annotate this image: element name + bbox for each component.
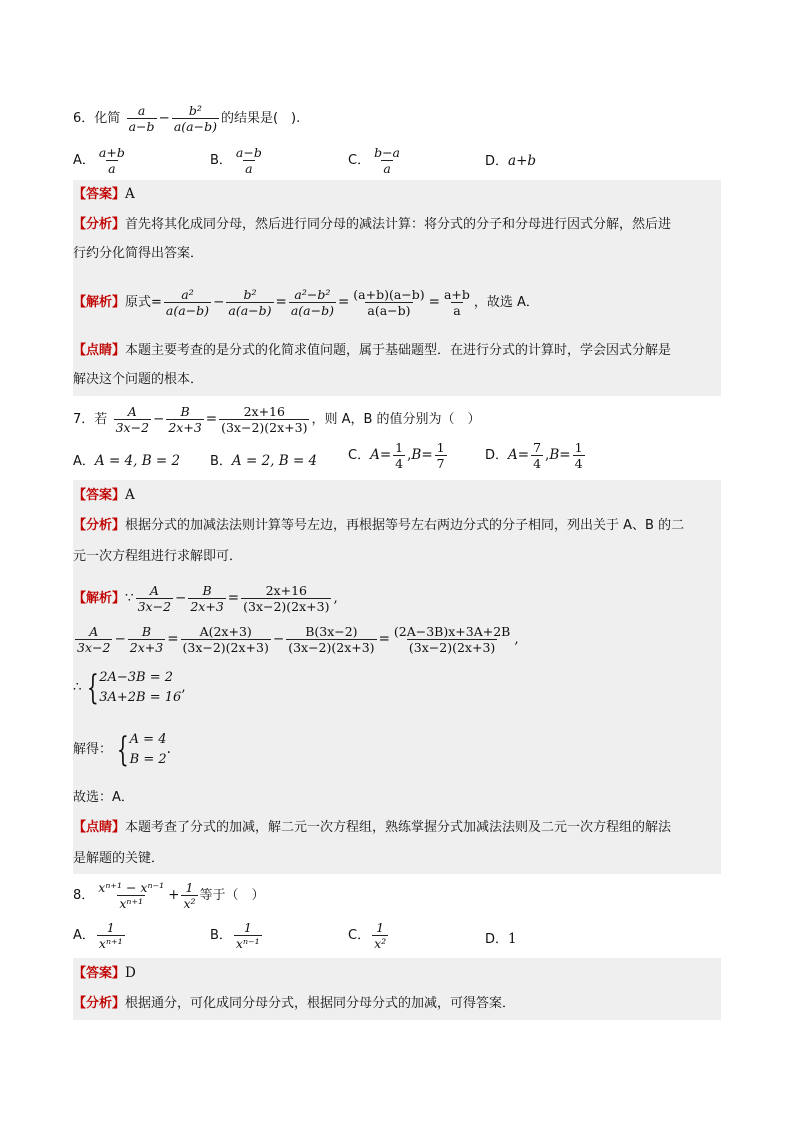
q7-comment-line1: 【点睛】本题考查了分式的加减，解二元一次方程组，熟练掌握分式加减法法则及二元一次方程组的解法	[73, 820, 672, 835]
q8-stem: 8． $\frac{\text{xⁿ⁺¹ − xⁿ⁻¹}}{\text{xⁿ⁺¹}}$ + $\frac{1}{\text{x²}}$ 等于（ ）	[73, 880, 265, 911]
q7-number: 7．	[73, 412, 95, 427]
q7-solution-line2: $\frac{A}{3x-2}$ − $\frac{B}{2x+3}$ = $\frac{A(2x+3)}{(3x-2)(2x+3)}$ − $\frac{B(3x-2)}{(3x-2)(2x+3)}$ = $\frac{(2A-3B)x+3A+2B}{(3x-2)(2x+3)}$ ,	[77, 624, 519, 655]
q6-stem-prefix: 化简	[94, 111, 121, 126]
q7-comment-line2: 是解题的关键．	[73, 851, 165, 866]
q6-answer: 【答案】A	[73, 186, 135, 202]
q7-option-a: A．A = 4, B = 2	[73, 453, 181, 469]
q8-analysis-line1: 【分析】根据通分，可化成同分母分式，根据同分母分式的加减，可得答案．	[73, 996, 516, 1011]
q7-option-d: D．A= $\frac{7}{4}$ ,B= $\frac{1}{4}$	[485, 440, 583, 471]
q6-option-b: B． $\frac{a-b}{a}$	[210, 145, 262, 176]
q8-answer: 【答案】D	[73, 965, 136, 981]
q7-solution-line1: 【解析】∵ $\frac{A}{3x-2}$ − $\frac{B}{2x+3}$ = $\frac{2x+16}{(3x-2)(2x+3)}$ ,	[73, 583, 338, 614]
q6-comment-line2: 解决这个问题的根本．	[73, 372, 204, 387]
q8-option-b: B． $\frac{1}{\text{xⁿ⁻¹}}$	[210, 920, 260, 951]
q6-stem-suffix: 的结果是( ).	[220, 111, 301, 126]
q6-stem: 6．化简 $\frac{a}{a-b}$ − $\frac{\text{b²}}{a(a-b)}$ 的结果是( ).	[73, 103, 301, 134]
q8-option-d: D．1	[485, 931, 517, 947]
q7-system2: 解得： { A = 4 B = 2 .	[73, 729, 171, 770]
q6-option-a: A． $\frac{a+b}{a}$	[73, 145, 125, 176]
q6-solution: 【解析】原式= $\frac{\text{a²}}{a(a-b)}$ − $\frac{\text{b²}}{a(a-b)}$ = $\frac{\text{a²−b²}}{a(a-b)}$ = $\frac{(a+b)(a-b)}{a(a-b)}$ = $\frac{a+b}{a}$ ，故选 A．	[73, 287, 539, 318]
q7-stem: 7．若 $\frac{A}{3x-2}$ − $\frac{B}{2x+3}$ = $\frac{2x+16}{(3x-2)(2x+3)}$ ，则 A，B 的值分别为（ ）	[73, 404, 481, 435]
q6-comment-line1: 【点睛】本题主要考查的是分式的化简求值问题，属于基础题型．在进行分式的计算时，学会因式分解是	[73, 343, 672, 358]
q6-analysis-line2: 行约分化简得出答案．	[73, 246, 204, 261]
q7-option-b: B．A = 2, B = 4	[210, 453, 318, 469]
q8-number: 8．	[73, 888, 95, 903]
q7-system1: ∴ { 2A−3B = 2 3A+2B = 16 ,	[73, 667, 186, 708]
q7-choose: 故选：A．	[73, 790, 134, 805]
q8-option-c: C． $\frac{1}{\text{x²}}$	[348, 920, 387, 951]
q6-option-d: D．a+b	[485, 153, 537, 169]
q6-term1: $\frac{a}{a-b}$	[128, 103, 155, 134]
q7-answer: 【答案】A	[73, 487, 135, 503]
q6-number: 6．	[73, 111, 95, 126]
q8-option-a: A． $\frac{1}{\text{xⁿ⁺¹}}$	[73, 920, 123, 951]
q7-analysis-line2: 元一次方程组进行求解即可．	[73, 549, 243, 564]
q6-term2: $\frac{\text{b²}}{a(a-b)}$	[173, 103, 217, 134]
q6-option-c: C． $\frac{b-a}{a}$	[348, 145, 401, 176]
q7-analysis-line1: 【分析】根据分式的加减法法则计算等号左边，再根据等号左右两边分式的分子相同，列出关于 A、B 的二	[73, 518, 685, 533]
q7-option-c: C．A= $\frac{1}{4}$ ,B= $\frac{1}{7}$	[348, 440, 445, 471]
q6-analysis-line1: 【分析】首先将其化成同分母，然后进行同分母的减法计算：将分式的分子和分母进行因式分解，然后进	[73, 217, 672, 232]
